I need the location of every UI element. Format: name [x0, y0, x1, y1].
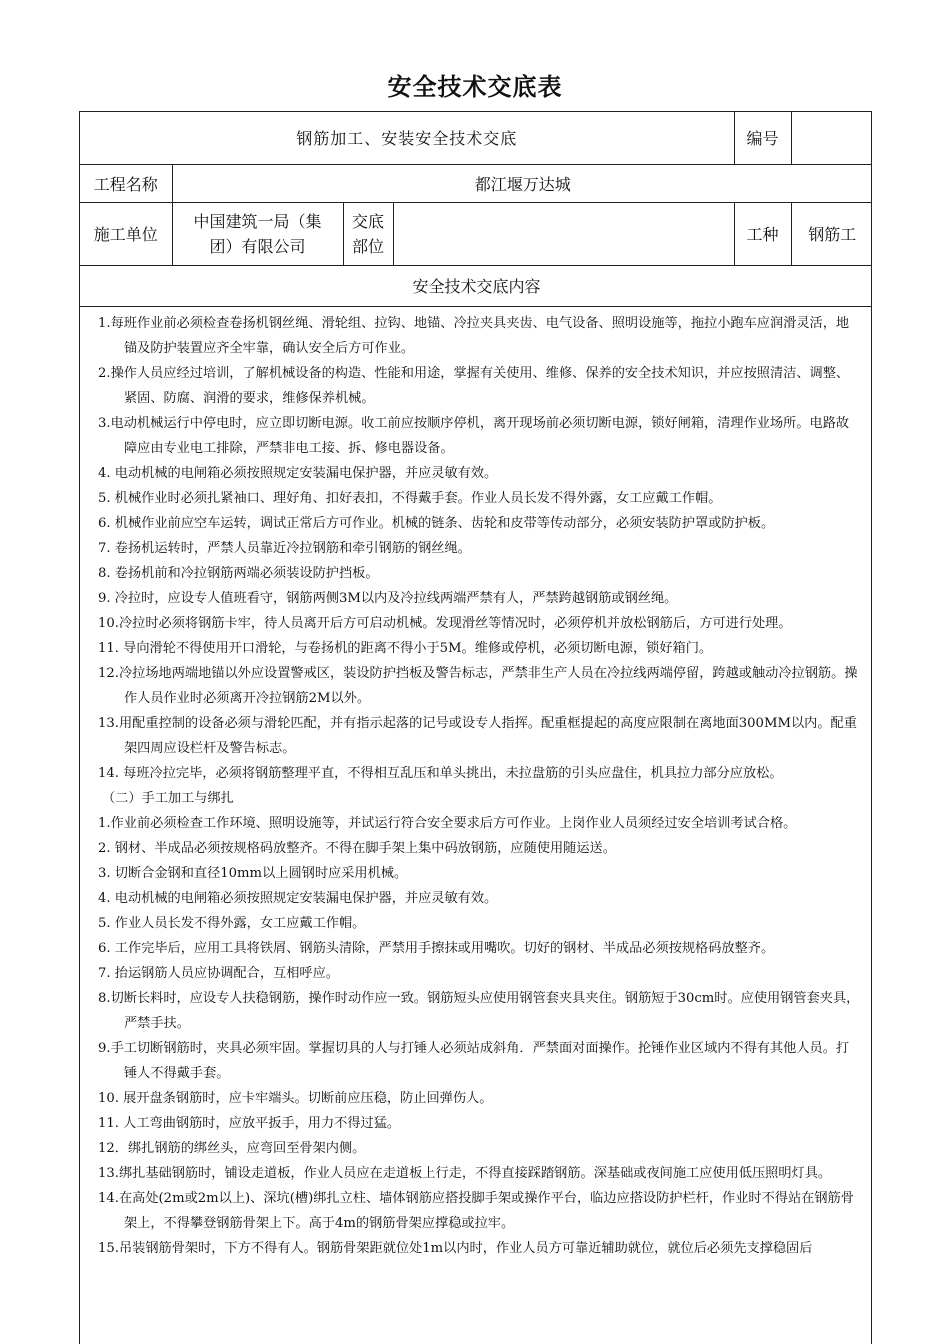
trade-value: 钢筋工 [791, 202, 872, 265]
list-item: 5. 机械作业时必须扎紧袖口、理好角、扣好表扣，不得戴手套。作业人员长发不得外露，女工应戴工作帽。 [98, 490, 722, 506]
disclosure-content [80, 307, 871, 1261]
list-item: 12．绑扎钢筋的绑丝头，应弯回至骨架内侧。 [98, 1140, 366, 1156]
list-item: 1.每班作业前必须检查卷扬机钢丝绳、滑轮组、拉钩、地锚、冷拉夹具夹齿、电气设备、照明设施等，拖拉小跑车应润滑灵活，地锚及防护装置应齐全牢靠，确认安全后方可作业。 [98, 315, 850, 356]
list-item: 12.冷拉场地两端地锚以外应设置警戒区，装设防护挡板及警告标志，严禁非生产人员在冷拉线两端停留，跨越或触动冷拉钢筋。操作人员作业时必须离开冷拉钢筋2M以外。 [98, 665, 858, 706]
list-item: 3.电动机械运行中停电时，应立即切断电源。收工前应按顺序停机，离开现场前必须切断电源，锁好闸箱，清理作业场所。电路故障应由专业电工排除，严禁非电工接、拆、修电器设备。 [98, 415, 850, 456]
list-item: 14. 每班冷拉完毕，必须将钢筋整理平直，不得相互乱压和单头挑出，未拉盘筋的引头应盘住，机具拉力部分应放松。 [98, 765, 783, 781]
list-item: 6. 机械作业前应空车运转，调试正常后方可作业。机械的链条、齿轮和皮带等传动部分，必须安装防护罩或防护板。 [98, 515, 775, 531]
disclosure-part-label: 交底部位 [343, 202, 393, 265]
list-item: 10. 展开盘条钢筋时，应卡牢端头。切断前应压稳，防止回弹伤人。 [98, 1090, 493, 1106]
list-item: 4. 电动机械的电闸箱必须按照规定安装漏电保护器，并应灵敏有效。 [98, 465, 498, 481]
list-item: 9.手工切断钢筋时，夹具必须牢固。掌握切具的人与打锤人必须站成斜角．严禁面对面操作。抡锤作业区域内不得有其他人员。打锤人不得戴手套。 [98, 1040, 850, 1081]
document-title: 安全技术交底表 [387, 73, 563, 101]
list-item: 11. 人工弯曲钢筋时，应放平扳手，用力不得过猛。 [98, 1115, 401, 1131]
construction-unit-label: 施工单位 [80, 202, 172, 265]
list-item: 9. 冷拉时，应设专人值班看守，钢筋两侧3M以内及冷拉线两端严禁有人，严禁跨越钢筋或钢丝绳。 [98, 590, 678, 606]
list-item: 1.作业前必须检查工作环境、照明设施等，并试运行符合安全要求后方可作业。上岗作业人员须经过安全培训考试合格。 [98, 815, 797, 831]
form-main-heading: 钢筋加工、安装安全技术交底 [80, 112, 734, 164]
manual-processing-list [98, 811, 861, 1261]
code-label: 编号 [734, 112, 791, 164]
project-name-value: 都江堰万达城 [172, 164, 872, 202]
trade-label: 工种 [734, 202, 791, 265]
list-item: 13.绑扎基础钢筋时，铺设走道板，作业人员应在走道板上行走，不得直接踩踏钢筋。深基础或夜间施工应使用低压照明灯具。 [98, 1165, 832, 1181]
construction-unit-value: 中国建筑一局（集团）有限公司 [172, 202, 343, 265]
list-item: 5. 作业人员长发不得外露，女工应戴工作帽。 [98, 915, 366, 931]
disclosure-form [79, 111, 872, 1344]
list-item: 2.操作人员应经过培训，了解机械设备的构造、性能和用途，掌握有关使用、维修、保养的安全技术知识，并应按照清洁、调整、紧固、防腐、润滑的要求，维修保养机械。 [98, 365, 850, 406]
content-heading: 安全技术交底内容 [80, 265, 872, 306]
list-item: 2. 钢材、半成品必须按规格码放整齐。不得在脚手架上集中码放钢筋，应随使用随运送。 [98, 840, 616, 856]
list-item: 7. 卷扬机运转时，严禁人员靠近冷拉钢筋和牵引钢筋的钢丝绳。 [98, 540, 471, 556]
list-item: 13.用配重控制的设备必须与滑轮匹配，并有指示起落的记号或设专人指挥。配重框提起的高度应限制在离地面300MM以内。配重架四周应设栏杆及警告标志。 [98, 715, 857, 756]
disclosure-part-value [393, 202, 734, 265]
list-item: 3. 切断合金钢和直径10mm以上圆钢时应采用机械。 [98, 865, 408, 881]
list-item: 8. 卷扬机前和冷拉钢筋两端必须装设防护挡板。 [98, 565, 379, 581]
list-item: 15.吊装钢筋骨架时，下方不得有人。钢筋骨架距就位处1m以内时，作业人员方可靠近辅助就位，就位后必须先支撑稳固后 [98, 1240, 813, 1256]
list-item: 6. 工作完毕后，应用工具将铁屑、钢筋头清除，严禁用手擦抹或用嘴吹。切好的钢材、半成品必须按规格码放整齐。 [98, 940, 775, 956]
section-title: （二）手工加工与绑扎 [102, 790, 234, 806]
list-item: 8.切断长料时，应设专人扶稳钢筋，操作时动作应一致。钢筋短头应使用钢管套夹具夹住。钢筋短于30cm时。应使用钢管套夹具，严禁手扶。 [98, 990, 860, 1031]
list-item: 14.在高处(2m或2m以上)、深坑(槽)绑扎立柱、墙体钢筋应搭投脚手架或操作平台，临边应搭设防护栏杆，作业时不得站在钢筋骨架上，不得攀登钢筋骨架上下。高于4m的钢筋骨架应撑稳或拉牢。 [98, 1190, 854, 1231]
project-name-label: 工程名称 [80, 164, 172, 202]
list-item: 4. 电动机械的电闸箱必须按照规定安装漏电保护器，并应灵敏有效。 [98, 890, 498, 906]
list-item: 7. 抬运钢筋人员应协调配合，互相呼应。 [98, 965, 339, 981]
mechanical-processing-list [98, 311, 861, 786]
list-item: 10.冷拉时必须将钢筋卡牢，待人员离开后方可启动机械。发现滑丝等情况时，必须停机并放松钢筋后，方可进行处理。 [98, 615, 792, 631]
list-item: 11. 导向滑轮不得使用开口滑轮，与卷扬机的距离不得小于5M。维修或停机，必须切断电源，锁好箱门。 [98, 640, 713, 656]
header-table [80, 112, 872, 307]
code-value [791, 112, 872, 164]
